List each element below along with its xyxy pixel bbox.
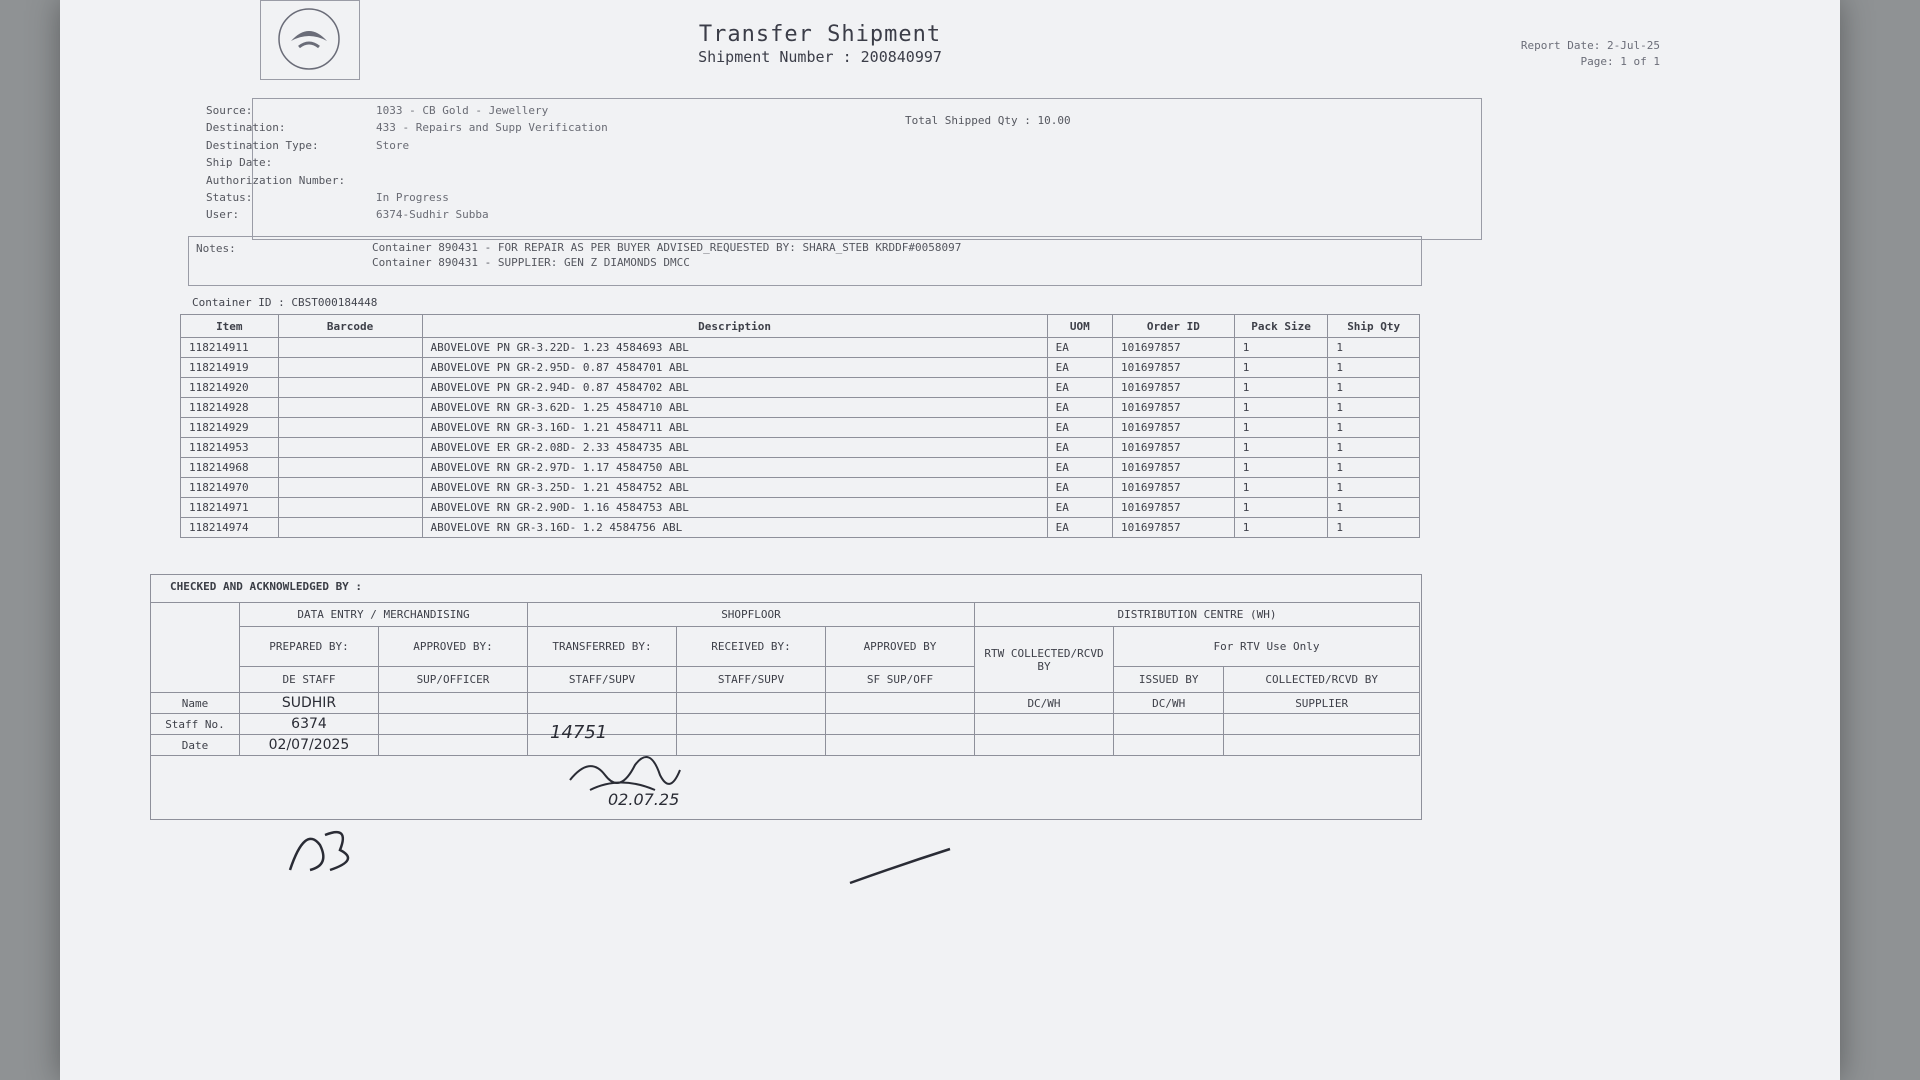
empty-cell [677, 735, 826, 756]
signature-bottom-right [840, 845, 960, 885]
collected-rcvd-label: COLLECTED/RCVD BY [1224, 667, 1420, 693]
table-row [181, 438, 1420, 458]
pack-size-cell: 1 [1234, 478, 1328, 498]
authorization-label: Authorization Number: [206, 174, 346, 187]
uom-cell: EA [1047, 398, 1112, 418]
destination-type-value: Store [376, 139, 410, 152]
status-value: In Progress [376, 191, 449, 204]
sf-approved-by-label: APPROVED BY [826, 627, 975, 667]
table-row [181, 358, 1420, 378]
empty-cell [975, 735, 1114, 756]
acknowledgement-table [150, 602, 1420, 756]
pack-size-cell: 1 [1234, 498, 1328, 518]
destination-type-row [206, 139, 409, 152]
col-order-id: Order ID [1113, 315, 1235, 338]
handwritten-staff-no: 14751 [550, 722, 608, 743]
empty-cell [1224, 714, 1420, 735]
source-label: Source: [206, 104, 253, 117]
description-cell: ABOVELOVE ER GR-2.08D- 2.33 4584735 ABL [422, 438, 1047, 458]
description-cell: ABOVELOVE RN GR-2.90D- 1.16 4584753 ABL [422, 498, 1047, 518]
uom-cell: EA [1047, 338, 1112, 358]
dc-wh-role-1: DC/WH [975, 693, 1114, 714]
description-cell: ABOVELOVE RN GR-3.25D- 1.21 4584752 ABL [422, 478, 1047, 498]
ship-qty-cell: 1 [1328, 498, 1420, 518]
barcode-cell [278, 518, 422, 538]
destination-type-label: Destination Type: [206, 139, 319, 152]
pack-size-cell: 1 [1234, 458, 1328, 478]
empty-cell [826, 735, 975, 756]
staff-supv-role-2: STAFF/SUPV [677, 667, 826, 693]
status-label: Status: [206, 191, 253, 204]
description-cell: ABOVELOVE PN GR-2.94D- 0.87 4584702 ABL [422, 378, 1047, 398]
sf-sup-off-role: SF SUP/OFF [826, 667, 975, 693]
notes-label: Notes: [196, 242, 236, 255]
uom-cell: EA [1047, 378, 1112, 398]
item-cell: 118214953 [181, 438, 279, 458]
status-row [206, 191, 449, 204]
ship-qty-cell: 1 [1328, 518, 1420, 538]
description-cell: ABOVELOVE RN GR-3.16D- 1.21 4584711 ABL [422, 418, 1047, 438]
table-row [181, 518, 1420, 538]
report-title: Transfer Shipment [698, 22, 942, 47]
staff-no-label: Staff No. [151, 714, 240, 735]
col-ship-qty: Ship Qty [1328, 315, 1420, 338]
item-cell: 118214974 [181, 518, 279, 538]
total-shipped-qty: Total Shipped Qty : 10.00 [905, 114, 1071, 127]
uom-cell: EA [1047, 458, 1112, 478]
destination-value: 433 - Repairs and Supp Verification [376, 121, 608, 134]
empty-cell [379, 735, 528, 756]
name-label: Name [151, 693, 240, 714]
staff-no-value: 6374 [240, 714, 379, 735]
item-cell: 118214920 [181, 378, 279, 398]
ship-qty-cell: 1 [1328, 378, 1420, 398]
empty-cell [975, 714, 1114, 735]
ship-date-label: Ship Date: [206, 156, 273, 169]
uom-cell: EA [1047, 498, 1112, 518]
signature-bottom-left [280, 815, 370, 885]
destination-label: Destination: [206, 121, 286, 134]
transferred-by-label: TRANSFERRED BY: [528, 627, 677, 667]
report-meta [1521, 38, 1660, 70]
de-staff-role: DE STAFF [240, 667, 379, 693]
description-cell: ABOVELOVE RN GR-3.62D- 1.25 4584710 ABL [422, 398, 1047, 418]
uom-cell: EA [1047, 478, 1112, 498]
order-id-cell: 101697857 [1113, 338, 1235, 358]
notes-line-2: Container 890431 - SUPPLIER: GEN Z DIAMONDS DMCC [372, 256, 690, 269]
barcode-cell [278, 438, 422, 458]
rtv-only-header: For RTV Use Only [1114, 627, 1420, 667]
uom-cell: EA [1047, 358, 1112, 378]
description-cell: ABOVELOVE RN GR-2.97D- 1.17 4584750 ABL [422, 458, 1047, 478]
prepared-by-label: PREPARED BY: [240, 627, 379, 667]
order-id-cell: 101697857 [1113, 518, 1235, 538]
uom-cell: EA [1047, 418, 1112, 438]
ship-qty-cell: 1 [1328, 418, 1420, 438]
barcode-cell [278, 398, 422, 418]
col-pack-size: Pack Size [1234, 315, 1328, 338]
item-cell: 118214911 [181, 338, 279, 358]
empty-cell [1224, 735, 1420, 756]
item-cell: 118214971 [181, 498, 279, 518]
pack-size-cell: 1 [1234, 358, 1328, 378]
pack-size-cell: 1 [1234, 338, 1328, 358]
item-cell: 118214928 [181, 398, 279, 418]
empty-cell [1114, 714, 1224, 735]
ship-qty-cell: 1 [1328, 438, 1420, 458]
container-id: Container ID : CBST000184448 [192, 296, 378, 309]
order-id-cell: 101697857 [1113, 378, 1235, 398]
barcode-cell [278, 458, 422, 478]
items-table [180, 314, 1420, 538]
empty-cell [379, 714, 528, 735]
barcode-cell [278, 378, 422, 398]
sup-officer-role: SUP/OFFICER [379, 667, 528, 693]
empty-cell [826, 693, 975, 714]
authorization-row [206, 174, 376, 187]
supplier-role: SUPPLIER [1224, 693, 1420, 714]
empty-cell [1114, 735, 1224, 756]
notes-line-1: Container 890431 - FOR REPAIR AS PER BUYER ADVISED_REQUESTED BY: SHARA_STEB KRDDF#0058097 [372, 241, 962, 254]
shopfloor-header: SHOPFLOOR [528, 603, 975, 627]
signature-transferred-by [560, 735, 690, 810]
col-description: Description [422, 315, 1047, 338]
name-value: SUDHIR [240, 693, 379, 714]
table-row [181, 398, 1420, 418]
col-item: Item [181, 315, 279, 338]
ship-qty-cell: 1 [1328, 398, 1420, 418]
dc-wh-role-2: DC/WH [1114, 693, 1224, 714]
empty-cell [826, 714, 975, 735]
ship-date-row [206, 156, 376, 169]
shipment-number: Shipment Number : 200840997 [698, 48, 942, 66]
pack-size-cell: 1 [1234, 418, 1328, 438]
barcode-cell [278, 498, 422, 518]
item-cell: 118214919 [181, 358, 279, 378]
barcode-cell [278, 418, 422, 438]
pack-size-cell: 1 [1234, 398, 1328, 418]
destination-row [206, 121, 608, 134]
empty-cell [677, 693, 826, 714]
uom-cell: EA [1047, 438, 1112, 458]
dubai-duty-free-logo [260, 0, 360, 80]
item-cell: 118214970 [181, 478, 279, 498]
pack-size-cell: 1 [1234, 378, 1328, 398]
user-label: User: [206, 208, 240, 221]
order-id-cell: 101697857 [1113, 438, 1235, 458]
user-row [206, 208, 489, 221]
empty-cell [677, 714, 826, 735]
barcode-cell [278, 478, 422, 498]
source-row [206, 104, 548, 117]
barcode-cell [278, 358, 422, 378]
col-uom: UOM [1047, 315, 1112, 338]
table-row [181, 478, 1420, 498]
pack-size-cell: 1 [1234, 518, 1328, 538]
order-id-cell: 101697857 [1113, 398, 1235, 418]
order-id-cell: 101697857 [1113, 458, 1235, 478]
user-value: 6374-Sudhir Subba [376, 208, 489, 221]
table-row [181, 458, 1420, 478]
data-entry-header: DATA ENTRY / MERCHANDISING [240, 603, 528, 627]
order-id-cell: 101697857 [1113, 418, 1235, 438]
table-row [181, 418, 1420, 438]
table-row [181, 378, 1420, 398]
item-cell: 118214929 [181, 418, 279, 438]
col-barcode: Barcode [278, 315, 422, 338]
barcode-cell [278, 338, 422, 358]
page-number: Page: 1 of 1 [1580, 55, 1660, 68]
table-row [181, 338, 1420, 358]
order-id-cell: 101697857 [1113, 358, 1235, 378]
dc-header: DISTRIBUTION CENTRE (WH) [975, 603, 1420, 627]
item-cell: 118214968 [181, 458, 279, 478]
logo-emblem-icon [261, 1, 357, 77]
items-header-row [181, 315, 1420, 338]
issued-by-label: ISSUED BY [1114, 667, 1224, 693]
empty-cell [528, 693, 677, 714]
staff-supv-role-1: STAFF/SUPV [528, 667, 677, 693]
ack-blank-cell [151, 603, 240, 693]
description-cell: ABOVELOVE RN GR-3.16D- 1.2 4584756 ABL [422, 518, 1047, 538]
empty-cell [379, 693, 528, 714]
uom-cell: EA [1047, 518, 1112, 538]
table-row [181, 498, 1420, 518]
acknowledgement-title: CHECKED AND ACKNOWLEDGED BY : [170, 580, 363, 593]
handwritten-date: 02.07.25 [608, 790, 680, 809]
description-cell: ABOVELOVE PN GR-2.95D- 0.87 4584701 ABL [422, 358, 1047, 378]
pack-size-cell: 1 [1234, 438, 1328, 458]
rtw-collected-label: RTW COLLECTED/RCVD BY [975, 627, 1114, 693]
date-label: Date [151, 735, 240, 756]
description-cell: ABOVELOVE PN GR-3.22D- 1.23 4584693 ABL [422, 338, 1047, 358]
ship-qty-cell: 1 [1328, 478, 1420, 498]
order-id-cell: 101697857 [1113, 498, 1235, 518]
ship-qty-cell: 1 [1328, 338, 1420, 358]
ship-qty-cell: 1 [1328, 358, 1420, 378]
document-page [60, 0, 1840, 1080]
approved-by-label: APPROVED BY: [379, 627, 528, 667]
source-value: 1033 - CB Gold - Jewellery [376, 104, 549, 117]
report-date: Report Date: 2-Jul-25 [1520, 39, 1660, 52]
order-id-cell: 101697857 [1113, 478, 1235, 498]
date-value: 02/07/2025 [240, 735, 379, 756]
received-by-label: RECEIVED BY: [677, 627, 826, 667]
ship-qty-cell: 1 [1328, 458, 1420, 478]
